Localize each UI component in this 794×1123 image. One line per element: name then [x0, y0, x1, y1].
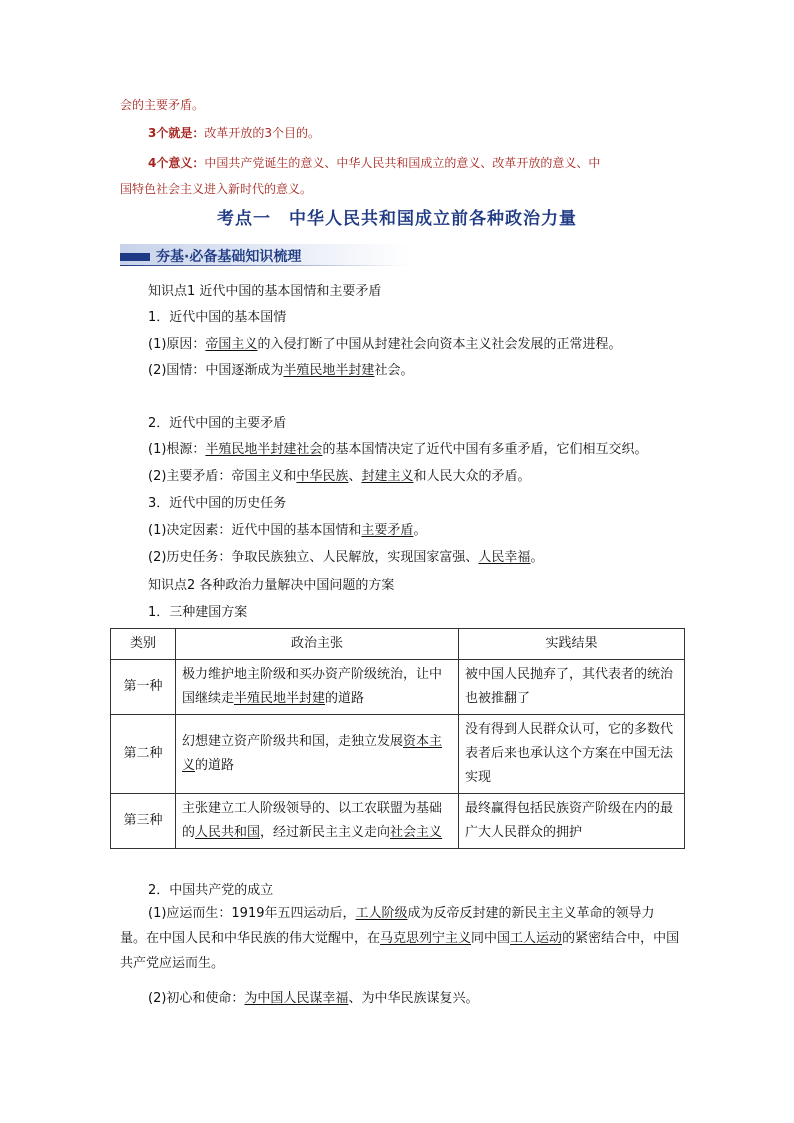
text: 、为中华民族谋复兴。	[348, 991, 479, 1006]
key-term: 马克思列宁主义	[380, 931, 472, 946]
kp1-s1-heading: 1．近代中国的基本国情	[148, 310, 287, 325]
key-term: 人民幸福	[478, 550, 531, 565]
text: (1)应运而生：1919年五四运动后，	[148, 906, 356, 921]
text: 、	[348, 469, 362, 484]
key-term: 资本主义	[182, 734, 443, 773]
section-heading	[0, 204, 794, 229]
key-term: 帝国主义	[205, 337, 258, 352]
table-row	[111, 660, 685, 715]
text: 的道路	[325, 691, 365, 706]
section-banner	[120, 244, 410, 266]
key-term: 主要矛盾	[361, 523, 414, 538]
table-header-row	[111, 629, 685, 660]
row-category: 第三种	[111, 794, 176, 849]
text: 幻想建立资产阶级共和国，走独立发展	[182, 734, 404, 749]
party-mission	[148, 987, 478, 1006]
text: 和人民大众的矛盾。	[413, 469, 531, 484]
row-result: 没有得到人民群众认可，它的多数代表者后来也承认这个方案在中国无法实现	[459, 715, 685, 794]
key-term: 封建主义	[361, 469, 414, 484]
text: (1)决定因素：近代中国的基本国情和	[148, 523, 362, 538]
text: (2)主要矛盾：帝国主义和	[148, 469, 297, 484]
row-proposal	[176, 794, 459, 849]
kp1-title: 知识点1 近代中国的基本国情和主要矛盾	[148, 284, 382, 299]
kp1-s2-root	[148, 438, 647, 457]
text: 的入侵打断了中国从封建社会向资本主义社会发展的正常进程。	[257, 337, 622, 352]
banner-accent-bar	[120, 253, 150, 261]
kp1-s2-heading: 2．近代中国的主要矛盾	[148, 416, 287, 431]
intro-text-1: 会的主要矛盾。	[120, 98, 205, 112]
text: 极力维护地主阶级和买办资产阶级统治，让中国继续走	[182, 667, 443, 706]
kp1-s1-condition	[148, 359, 413, 378]
intro-lead-3: 3个就是：	[148, 126, 205, 140]
party-origin-paragraph	[120, 901, 680, 976]
row-proposal	[176, 715, 459, 794]
text: (2)国情：中国逐渐成为	[148, 363, 284, 378]
header-proposal: 政治主张	[176, 629, 459, 660]
key-term: 中华民族	[296, 469, 349, 484]
kp2-s1-heading: 1．三种建国方案	[148, 605, 248, 620]
intro-lead-4: 4个意义：	[148, 156, 205, 170]
intro-line-3	[148, 154, 600, 171]
text: 的基本国情决定了近代中国有多重矛盾，它们相互交织。	[322, 442, 648, 457]
key-term: 为中国人民谋幸福	[244, 991, 349, 1006]
text: (1)原因：	[148, 337, 206, 352]
row-result: 最终赢得包括民族资产阶级在内的最广大人民群众的拥护	[459, 794, 685, 849]
row-category: 第二种	[111, 715, 176, 794]
text: 的道路	[195, 758, 235, 773]
heading-number: 考点一	[217, 209, 271, 229]
text: 成为反帝反封建的新民主主义革命的领导力量。在中国人民和中华民族的伟大觉醒中，在	[120, 906, 655, 946]
table-row	[111, 794, 685, 849]
key-term: 半殖民地半封建	[283, 363, 375, 378]
heading-title: 中华人民共和国成立前各种政治力量	[289, 209, 577, 229]
text: 。	[413, 523, 427, 538]
text: ，经过新民主主义走向	[260, 825, 391, 840]
banner-rule	[120, 265, 410, 266]
kp2-title: 知识点2 各种政治力量解决中国问题的方案	[148, 578, 395, 593]
table-row	[111, 715, 685, 794]
plans-table	[110, 628, 685, 849]
intro-line-4	[120, 180, 312, 197]
intro-text-4: 中国共产党诞生的意义、中华人民共和国成立的意义、改革开放的意义、中	[204, 156, 601, 170]
intro-line-1	[120, 96, 204, 113]
text: 。	[530, 550, 544, 565]
text: 社会。	[374, 363, 414, 378]
key-term: 工人运动	[510, 931, 563, 946]
text: (2)初心和使命：	[148, 991, 245, 1006]
kp1-s3-task	[148, 546, 543, 565]
row-category: 第一种	[111, 660, 176, 715]
kp1-s3-heading: 3．近代中国的历史任务	[148, 496, 287, 511]
kp1-s3-factor	[148, 519, 426, 538]
header-result: 实践结果	[459, 629, 685, 660]
key-term: 半殖民地半封建	[234, 691, 326, 706]
text: 的紧密结合中，中国共产党应运而生。	[120, 931, 680, 971]
header-category: 类别	[111, 629, 176, 660]
banner-label: 夯基·必备基础知识梳理	[156, 249, 302, 265]
text: 同中国	[471, 931, 511, 946]
row-result: 被中国人民抛弃了，其代表者的统治也被推翻了	[459, 660, 685, 715]
kp1-s1-cause	[148, 333, 621, 352]
intro-text-5: 国特色社会主义进入新时代的意义。	[120, 182, 313, 196]
key-term: 工人阶级	[355, 906, 408, 921]
text: (2)历史任务：争取民族独立、人民解放，实现国家富强、	[148, 550, 479, 565]
text: (1)根源：	[148, 442, 206, 457]
key-term: 半殖民地半封建社会	[205, 442, 323, 457]
intro-text-3: 改革开放的3个目的。	[204, 126, 320, 140]
kp1-s2-main	[148, 465, 530, 484]
intro-line-2	[148, 124, 320, 141]
row-proposal	[176, 660, 459, 715]
key-term: 社会主义	[390, 825, 443, 840]
key-term: 人民共和国	[195, 825, 261, 840]
party-heading: 2．中国共产党的成立	[148, 883, 274, 898]
text: 主张建立工人阶级领导的、以工农联盟为基础的	[182, 801, 443, 840]
